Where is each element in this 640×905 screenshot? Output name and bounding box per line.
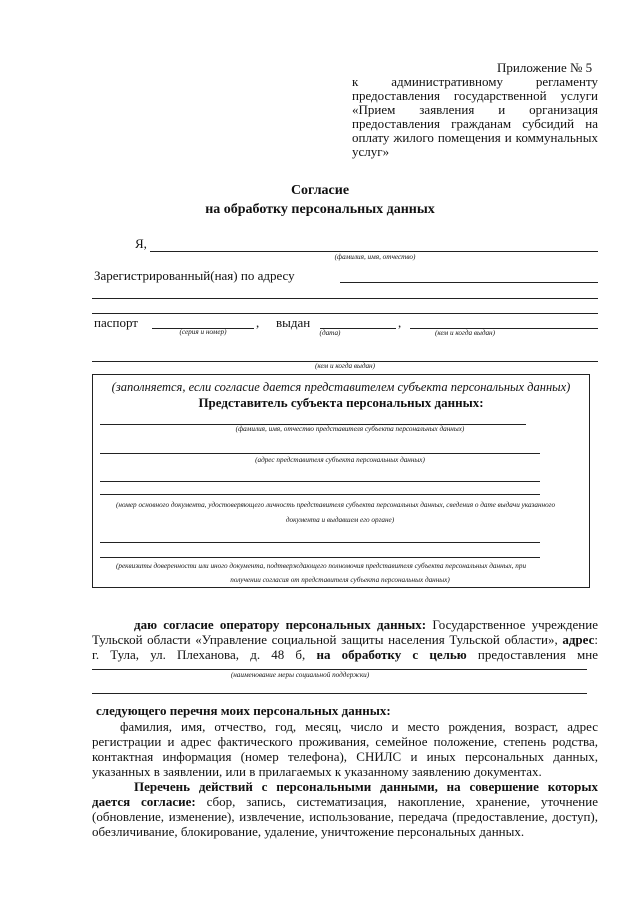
passport-label: паспорт: [94, 315, 138, 330]
document-title: Согласие: [290, 183, 350, 198]
address-line: [92, 313, 598, 314]
address-line: [92, 298, 598, 299]
appendix-title: Приложение № 5: [497, 60, 593, 75]
rep-address-caption: (адрес представителя субъекта персональных данных): [255, 456, 425, 464]
measure-line-2: [92, 693, 587, 694]
i-label: Я,: [135, 236, 147, 251]
purpose-text: предоставления мне: [466, 647, 598, 662]
consent-line-2: [92, 632, 598, 647]
issued-by-caption-2: (кем и когда выдан): [314, 362, 376, 370]
actions-heading: Перечень действий с персональными данными, на совершение которых дается согласие:: [92, 779, 598, 809]
registered-label: Зарегистрированный(ная) по адресу: [94, 268, 295, 283]
series-caption: (серия и номер): [179, 328, 227, 336]
appendix-line: к административному регламенту: [352, 74, 598, 89]
list-heading: следующего перечня моих персональных данных:: [96, 703, 391, 718]
rep-doc-caption: документа и выдавшем его органе): [285, 516, 395, 524]
address-line: [340, 282, 598, 283]
operator-name: Тульской области «Управление социальной защиты населения Тульской области»,: [92, 632, 563, 647]
rep-address-line: [100, 453, 540, 454]
appendix-line: оплату жилого помещения и коммунальных: [352, 130, 598, 145]
rep-power-line: [100, 557, 540, 558]
appendix-line: предоставления государственной услуги: [352, 88, 598, 103]
rep-power-caption: получении согласия от представителя субъекта персональных данных): [230, 576, 450, 584]
actions-paragraph: [92, 779, 598, 839]
document-subtitle: на обработку персональных данных: [205, 202, 435, 217]
fio-caption: (фамилия, имя, отчество): [334, 253, 416, 261]
consent-operator-bold: даю согласие оператору персональных данных:: [134, 617, 427, 632]
consent-operator-text: Государственное учреждение: [426, 617, 598, 632]
measure-line: [92, 669, 587, 670]
rep-doc-line: [100, 481, 540, 482]
representative-note: (заполняется, если согласие дается представителем субъекта персональных данных): [111, 380, 571, 394]
rep-doc-caption: (номер основного документа, удостоверяющего личность представителя субъекта персональных данных, сведения о дате выдачи указанного: [116, 501, 556, 509]
appendix-line: услуг»: [352, 144, 390, 159]
measure-caption: (наименование меры социальной поддержки): [230, 671, 370, 679]
rep-power-caption: (реквизиты доверенности или иного документа, подтверждающего полномочия представителя субъекта персональных данных, при: [116, 562, 527, 570]
actions-text: сбор, запись, систематизация, накопление, хранение, уточнение (обновление, изменение), извлечение, использование, передача (предоставление, доступ), обезличивание, блокирование, удаление, уничтожение персональных данных.: [92, 794, 598, 839]
rep-power-line: [100, 542, 540, 543]
rep-fio-caption: (фамилия, имя, отчество представителя субъекта персональных данных): [235, 425, 465, 433]
rep-doc-line: [100, 494, 540, 495]
comma: ,: [256, 315, 260, 330]
list-text: фамилия, имя, отчество, год, месяц, число и место рождения, возраст, адрес регистрации и адрес фактического проживания, семейное положение, степень родства, контактная информация (номер телефона), СНИЛС и иных персональных данных, указанных в заявлении, или в прилагаемых к указанному заявлению документах.: [92, 719, 598, 779]
issued-by-caption: (кем и когда выдан): [434, 329, 496, 337]
operator-address: г. Тула, ул. Плеханова, д. 48 б,: [92, 647, 317, 662]
address-bold: адрес: [562, 632, 595, 647]
purpose-bold: на обработку с целью: [316, 647, 467, 662]
fio-line: [150, 251, 598, 252]
consent-line-3: [92, 647, 598, 662]
comma: ,: [398, 315, 402, 330]
appendix-line: «Прием заявления и организация: [352, 102, 598, 117]
date-caption: (дата): [319, 329, 341, 337]
consent-line-1: [92, 617, 598, 632]
representative-title: Представитель субъекта персональных данных:: [198, 395, 484, 410]
issued-label: выдан: [276, 315, 311, 330]
colon: :: [594, 632, 598, 647]
appendix-line: предоставления гражданам субсидий на: [352, 116, 598, 131]
